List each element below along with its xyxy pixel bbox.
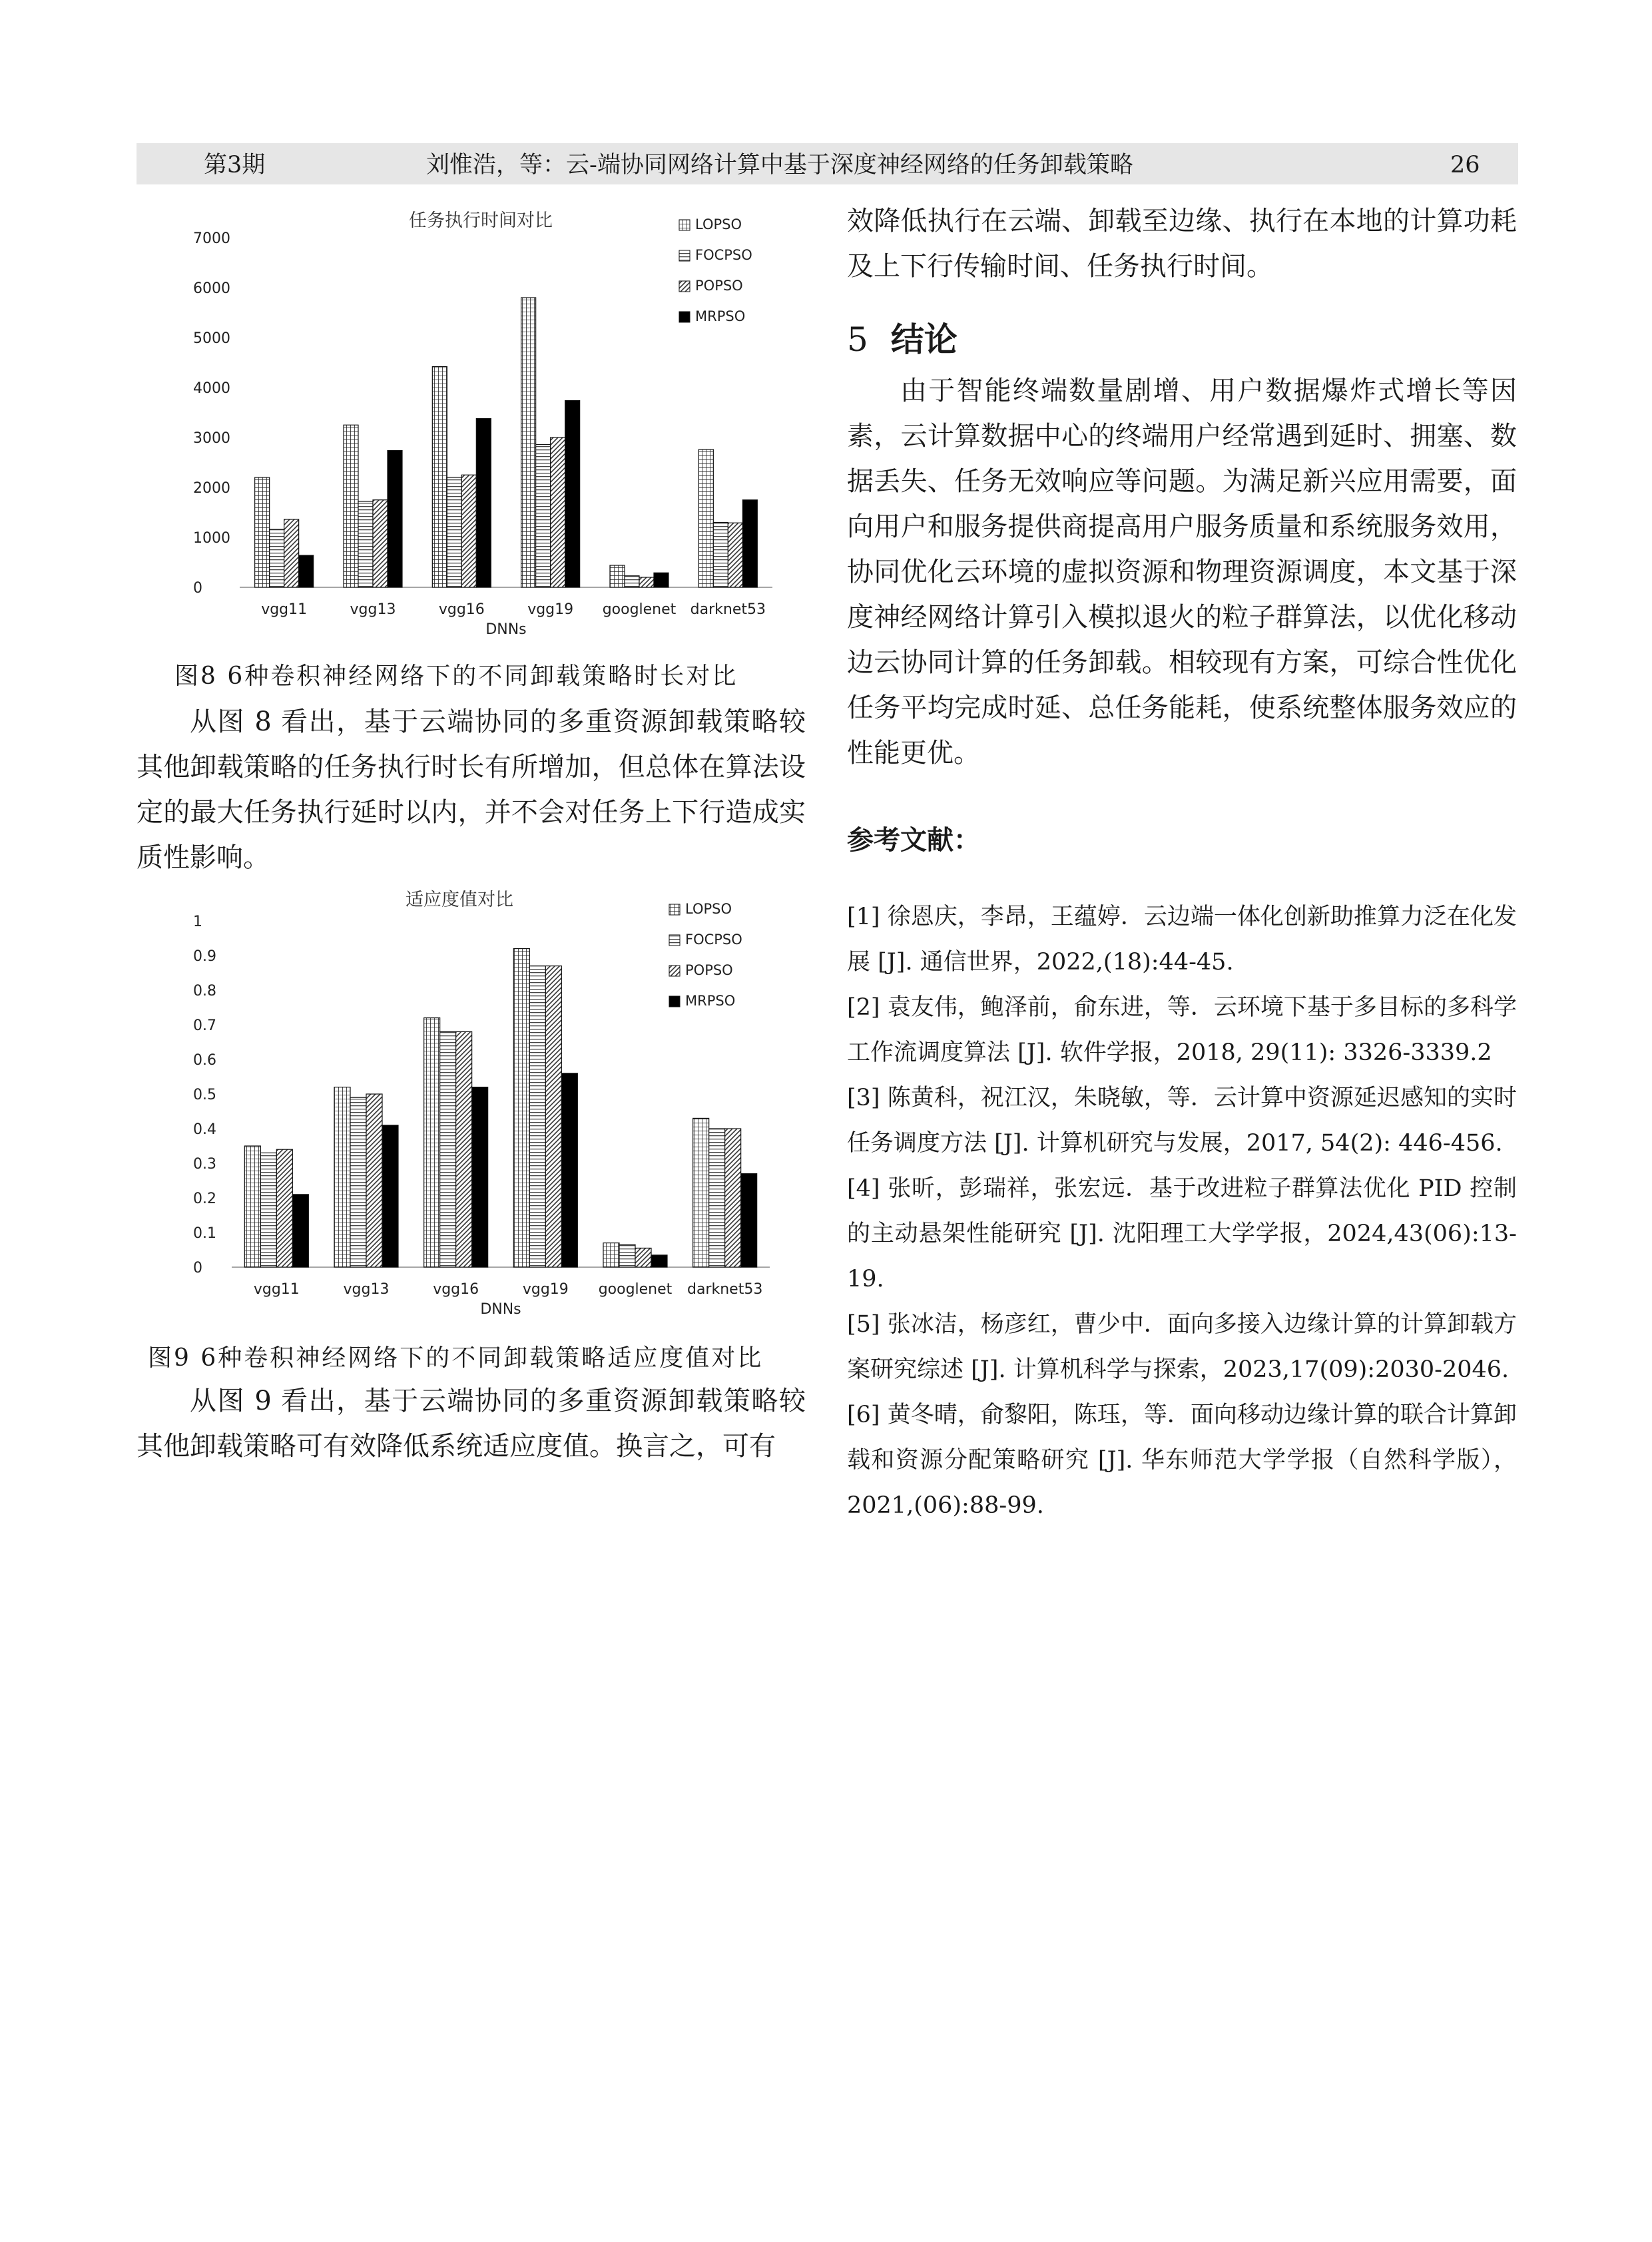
- figure-9-svg: [166, 879, 806, 1338]
- bar-popso-vgg13: [366, 1094, 382, 1267]
- bar-popso-darknet53: [728, 523, 742, 587]
- bar-lopso-darknet53: [698, 449, 713, 587]
- bar-focpso-vgg13: [350, 1097, 366, 1267]
- bar-popso-vgg19: [551, 437, 565, 587]
- bar-focpso-vgg16: [447, 477, 461, 587]
- bar-focpso-darknet53: [713, 523, 728, 588]
- running-title: 刘惟浩，等：云-端协同网络计算中基于深度神经网络的任务卸载策略: [426, 152, 1133, 178]
- x-tick-label: googlenet: [598, 1281, 673, 1298]
- chart-title: 任务执行时间对比: [409, 210, 553, 231]
- x-tick-label: vgg11: [253, 1281, 300, 1298]
- y-tick-label: 0.2: [193, 1191, 216, 1207]
- references-list: [847, 894, 1517, 1528]
- bar-focpso-vgg11: [260, 1153, 276, 1267]
- bar-mrpso-darknet53: [742, 500, 757, 587]
- bar-mrpso-vgg16: [476, 419, 491, 588]
- legend-label: MRPSO: [695, 308, 746, 324]
- references-title: 参考文献：: [847, 824, 980, 856]
- bar-popso-vgg16: [461, 475, 476, 587]
- y-tick-label: 1000: [193, 530, 230, 547]
- y-tick-label: 0.9: [193, 948, 216, 965]
- bar-focpso-vgg19: [536, 445, 551, 588]
- legend-label: LOPSO: [695, 216, 742, 232]
- bar-popso-vgg13: [373, 500, 388, 587]
- bar-lopso-vgg11: [244, 1146, 260, 1267]
- x-tick-label: darknet53: [690, 601, 766, 618]
- bar-lopso-vgg13: [334, 1087, 350, 1267]
- legend-label: POPSO: [685, 962, 733, 978]
- reference-item: [6] 黄冬晴，俞黎阳，陈珏，等．面向移动边缘计算的联合计算卸载和资源分配策略研究 [J]. 华东师范大学学报（自然科学版），2021,(06):88-99.: [847, 1402, 1517, 1519]
- legend-swatch-lopso: [679, 220, 690, 230]
- left-paragraph-1: 从图 8 看出，基于云端协同的多重资源卸载策略较其他卸载策略的任务执行时长有所增加，但总体在算法设定的最大任务执行延时以内，并不会对任务上下行造成实质性影响。: [137, 706, 806, 873]
- bar-lopso-vgg11: [255, 477, 270, 587]
- y-tick-label: 0.6: [193, 1052, 216, 1069]
- legend-label: POPSO: [695, 278, 743, 294]
- bar-popso-vgg19: [545, 966, 561, 1267]
- bar-mrpso-vgg13: [388, 451, 402, 588]
- legend-swatch-mrpso: [679, 312, 690, 322]
- legend-label: FOCPSO: [695, 247, 752, 263]
- bar-focpso-vgg19: [529, 966, 545, 1267]
- x-tick-label: vgg16: [433, 1281, 479, 1298]
- y-tick-label: 0.4: [193, 1121, 216, 1138]
- y-tick-label: 2000: [193, 480, 230, 497]
- y-tick-label: 0.8: [193, 983, 216, 999]
- figure-8-caption: 图8 6种卷积神经网络下的不同卸载策略时长对比: [174, 663, 738, 690]
- bar-popso-vgg11: [276, 1149, 292, 1267]
- bar-lopso-vgg19: [521, 298, 536, 587]
- right-paragraph-0: 效降低执行在云端、卸载至边缘、执行在本地的计算功耗及上下行传输时间、任务执行时间。: [847, 206, 1517, 282]
- bar-focpso-googlenet: [625, 576, 639, 587]
- y-tick-label: 3000: [193, 430, 230, 447]
- reference-item: [2] 袁友伟，鲍泽前，俞东进，等．云环境下基于多目标的多科学工作流调度算法 [J]. 软件学报，2018, 29(11): 3326-3339.2: [847, 994, 1517, 1066]
- y-tick-label: 4000: [193, 380, 230, 397]
- x-tick-label: vgg13: [350, 601, 396, 618]
- bar-lopso-googlenet: [603, 1243, 619, 1267]
- y-tick-label: 0: [193, 1260, 202, 1276]
- reference-item: [1] 徐恩庆，李昂，王蕴婷．云边端一体化创新助推算力泛在化发展 [J]. 通信世界，2022,(18):44-45.: [847, 904, 1517, 976]
- reference-item: [4] 张昕，彭瑞祥，张宏远．基于改进粒子群算法优化 PID 控制的主动悬架性能研究 [J]. 沈阳理工大学学报，2024,43(06):13-19.: [847, 1175, 1517, 1292]
- bar-lopso-vgg16: [432, 367, 447, 588]
- y-tick-label: 0.5: [193, 1087, 216, 1103]
- bar-focpso-googlenet: [619, 1245, 635, 1267]
- figure-9-caption: 图9 6种卷积神经网络下的不同卸载策略适应度值对比: [148, 1344, 764, 1372]
- bar-mrpso-googlenet: [651, 1255, 667, 1267]
- x-tick-label: darknet53: [687, 1281, 763, 1298]
- legend-swatch-popso: [669, 966, 680, 976]
- x-tick-label: vgg19: [527, 601, 574, 618]
- y-tick-label: 0.7: [193, 1017, 216, 1034]
- y-tick-label: 0.3: [193, 1156, 216, 1173]
- y-tick-label: 0.1: [193, 1225, 216, 1242]
- legend-swatch-focpso: [669, 935, 680, 946]
- legend-swatch-mrpso: [669, 996, 680, 1007]
- legend-label: FOCPSO: [685, 932, 742, 948]
- x-tick-label: vgg16: [438, 601, 485, 618]
- x-tick-label: vgg13: [343, 1281, 390, 1298]
- bar-focpso-vgg16: [440, 1031, 456, 1267]
- bar-focpso-vgg13: [358, 501, 373, 587]
- left-paragraph-2: 从图 9 看出，基于云端协同的多重资源卸载策略较其他卸载策略可有效降低系统适应度值。换言之，可有: [137, 1386, 806, 1462]
- section-heading: [847, 313, 958, 361]
- bar-popso-vgg16: [456, 1031, 472, 1267]
- bar-mrpso-vgg19: [561, 1073, 577, 1267]
- x-tick-label: vgg11: [261, 601, 308, 618]
- bar-mrpso-vgg16: [472, 1087, 488, 1267]
- y-tick-label: 6000: [193, 280, 230, 297]
- bar-lopso-vgg16: [424, 1018, 440, 1267]
- reference-item: [3] 陈黄科，祝江汉，朱晓敏，等．云计算中资源延迟感知的实时任务调度方法 [J]. 计算机研究与发展，2017, 54(2): 446-456.: [847, 1085, 1517, 1157]
- bar-focpso-vgg11: [270, 529, 284, 587]
- legend-label: MRPSO: [685, 993, 736, 1009]
- bar-mrpso-vgg13: [382, 1125, 398, 1267]
- figure-9-chart: [166, 879, 806, 1338]
- bar-mrpso-darknet53: [741, 1174, 757, 1267]
- bar-lopso-googlenet: [610, 565, 625, 587]
- bar-lopso-vgg13: [344, 425, 358, 587]
- legend-swatch-lopso: [669, 904, 680, 915]
- bar-popso-googlenet: [635, 1248, 651, 1267]
- bar-popso-vgg11: [284, 519, 299, 587]
- y-tick-label: 1: [193, 914, 202, 930]
- bar-mrpso-vgg11: [292, 1195, 308, 1267]
- issue-number: 第3期: [204, 152, 266, 178]
- figure-8-svg: [166, 200, 806, 653]
- bar-mrpso-googlenet: [654, 573, 669, 587]
- y-tick-label: 5000: [193, 330, 230, 347]
- bar-mrpso-vgg19: [565, 401, 580, 588]
- bar-lopso-darknet53: [693, 1118, 709, 1267]
- reference-item: [5] 张冰洁，杨彦红，曹少中．面向多接入边缘计算的计算卸载方案研究综述 [J]. 计算机科学与探索，2023,17(09):2030-2046.: [847, 1311, 1517, 1383]
- bar-popso-darknet53: [725, 1129, 741, 1267]
- page-number: 26: [1450, 152, 1480, 178]
- x-tick-label: vgg19: [522, 1281, 569, 1298]
- x-axis-label: DNNs: [485, 621, 527, 638]
- section-title: 结论: [890, 320, 958, 359]
- bar-lopso-vgg19: [513, 949, 529, 1267]
- x-tick-label: googlenet: [602, 601, 677, 618]
- y-tick-label: 0: [193, 580, 202, 597]
- x-axis-label: DNNs: [480, 1301, 521, 1318]
- chart-title: 适应度值对比: [406, 890, 513, 910]
- figure-8-chart: [166, 200, 806, 653]
- bar-focpso-darknet53: [709, 1129, 725, 1267]
- section-number: 5: [847, 320, 868, 359]
- bar-popso-googlenet: [639, 577, 654, 587]
- bar-mrpso-vgg11: [299, 555, 314, 587]
- legend-label: LOPSO: [685, 901, 732, 917]
- y-tick-label: 7000: [193, 230, 230, 247]
- right-paragraph-1: 由于智能终端数量剧增、用户数据爆炸式增长等因素，云计算数据中心的终端用户经常遇到延时、拥塞、数据丢失、任务无效响应等问题。为满足新兴应用需要，面向用户和服务提供商提高用户服务质量和系统服务效用，协同优化云环境的虚拟资源和物理资源调度，本文基于深度神经网络计算引入模拟退火的粒子群算法，以优化移动边云协同计算的任务卸载。相较现有方案，可综合性优化任务平均完成时延、总任务能耗，使系统整体服务效应的性能更优。: [847, 376, 1517, 768]
- legend-swatch-popso: [679, 281, 690, 292]
- legend-swatch-focpso: [679, 250, 690, 261]
